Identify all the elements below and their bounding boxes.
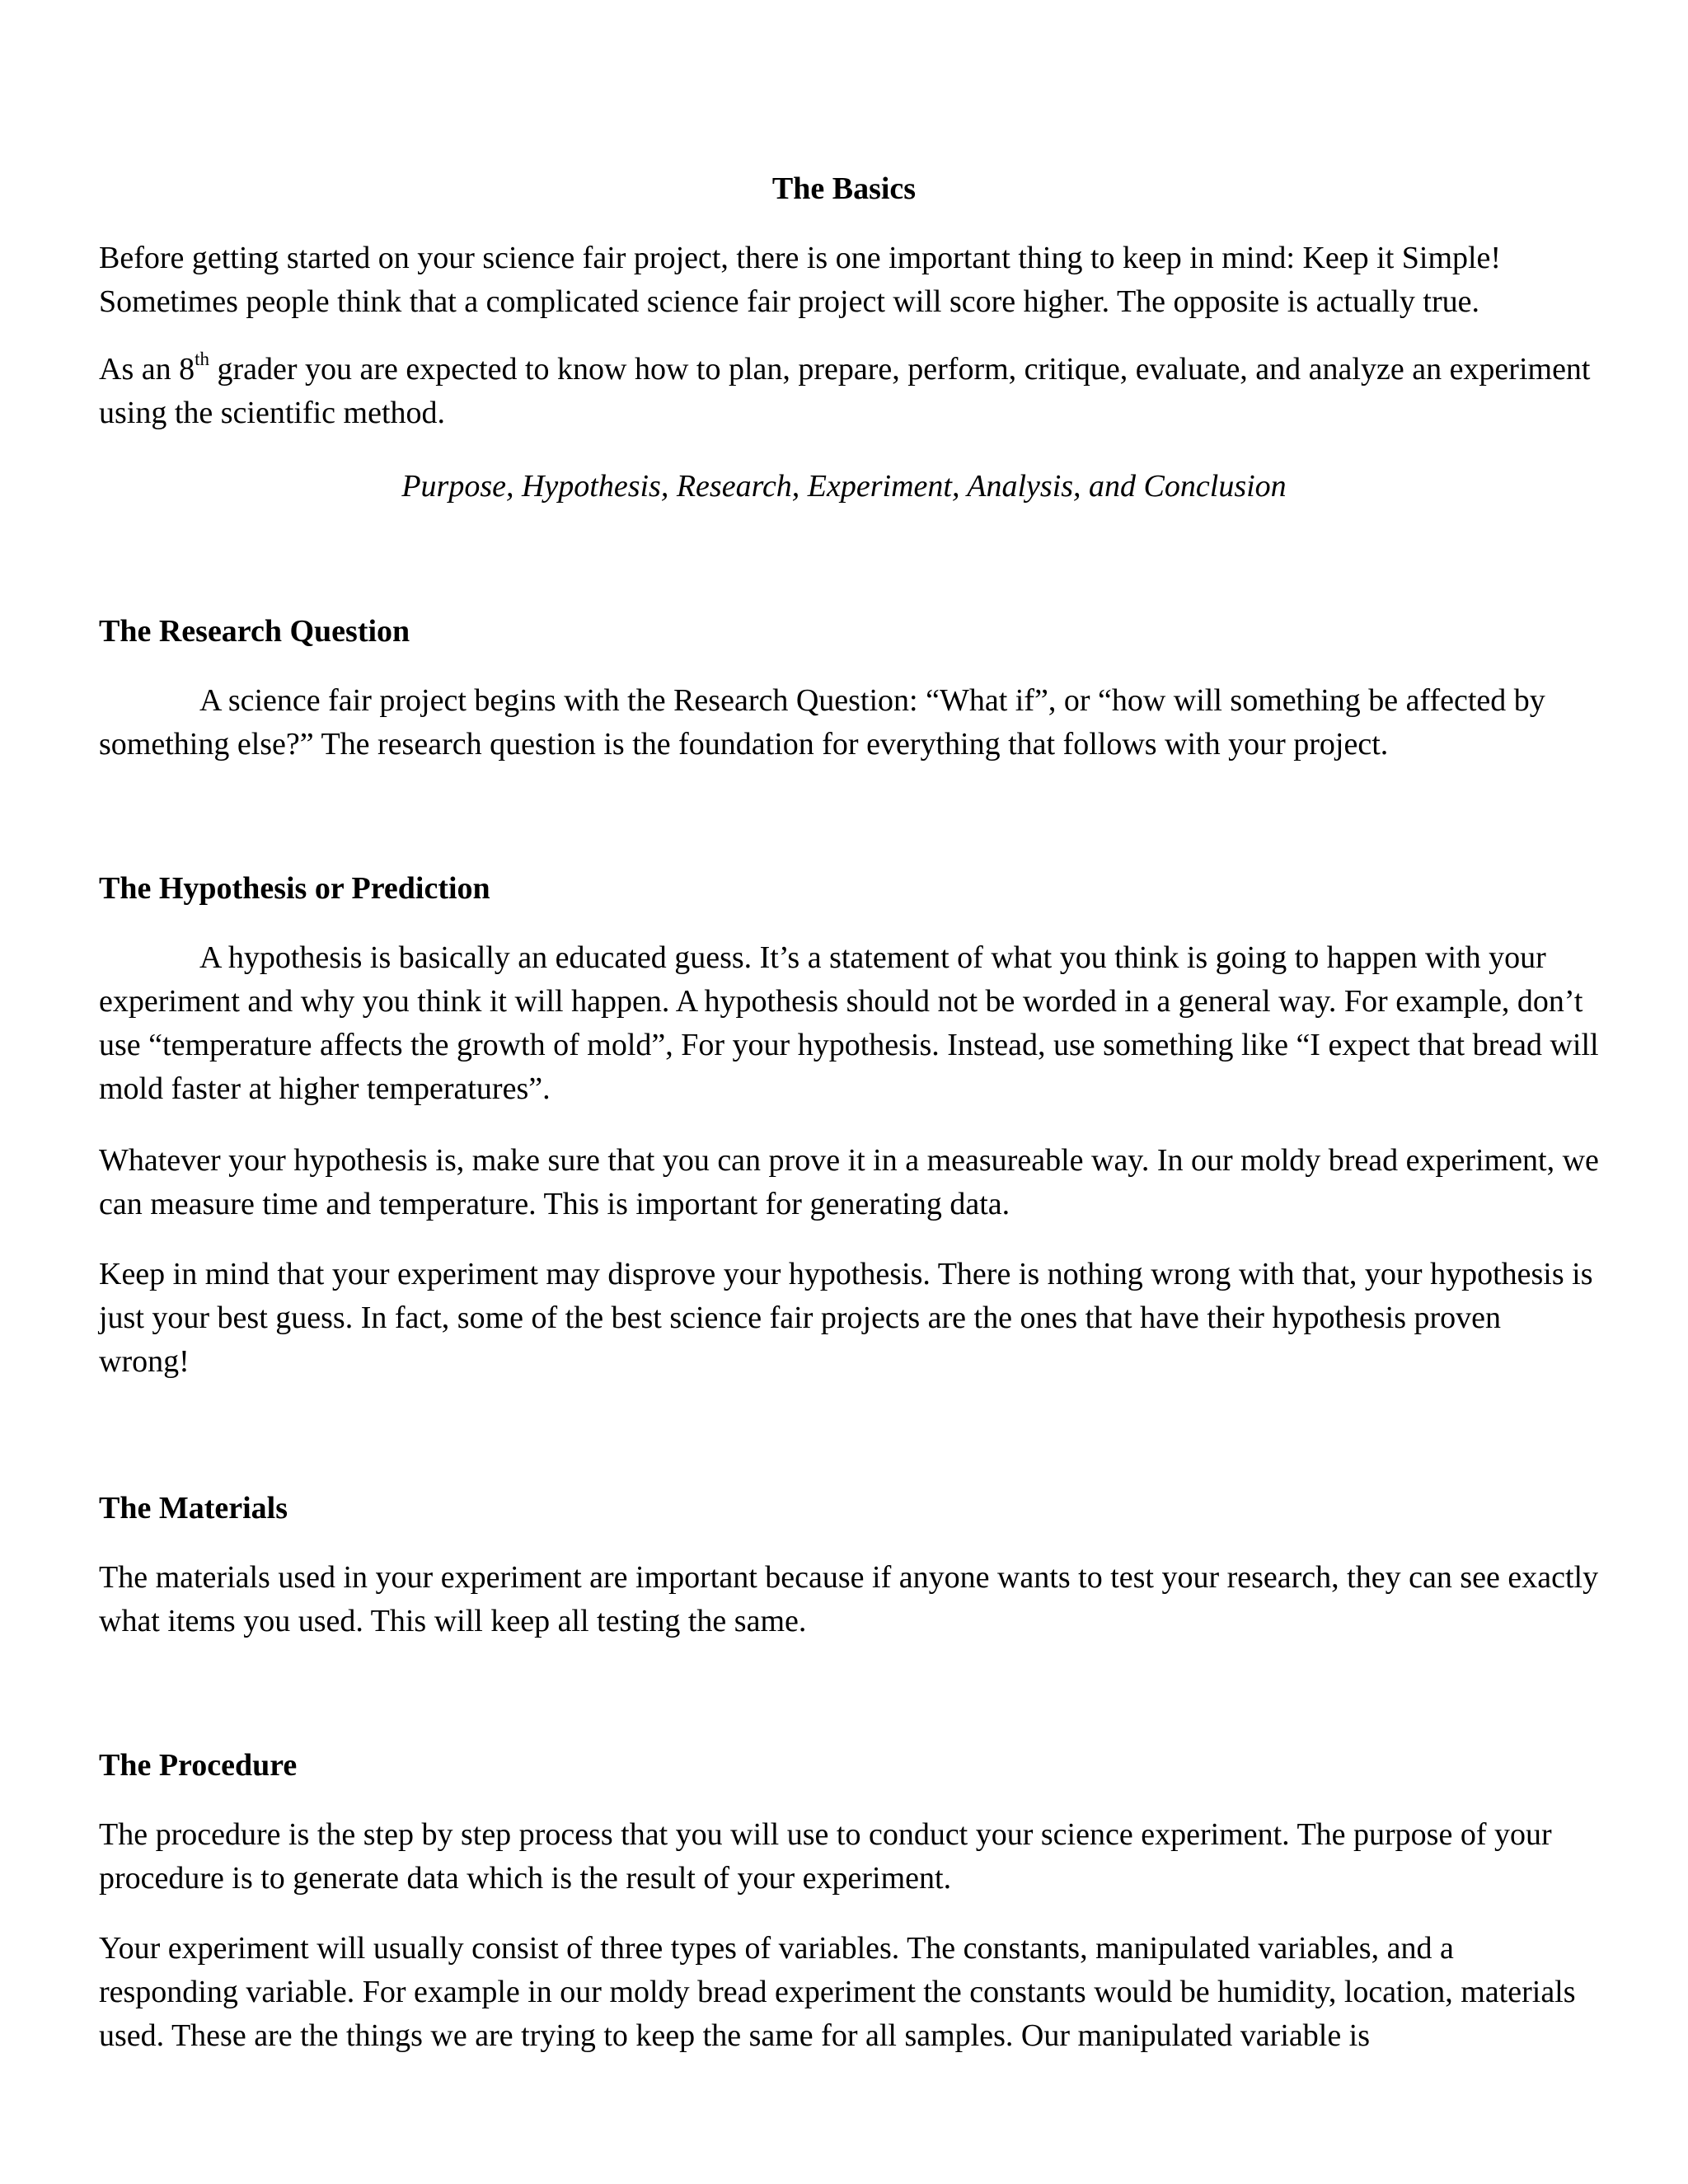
intro-paragraph-2-rest: grader you are expected to know how to plan, prepare, perform, critique, evaluate, and analyze an experiment using the scientific method. (99, 352, 1591, 430)
research-question-paragraph: A science fair project begins with the Research Question: “What if”, or “how will something be affected by something else?” The research question is the foundation for everything that follows with your project. (99, 683, 1545, 762)
intro-paragraph-2 (99, 348, 1599, 435)
hypothesis-paragraph-3: Keep in mind that your experiment may disprove your hypothesis. There is nothing wrong with that, your hypothesis is just your best guess. In fact, some of the best science fair projects are the ones that have their hypothesis proven wrong! (99, 1257, 1593, 1379)
hypothesis-paragraph-2: Whatever your hypothesis is, make sure that you can prove it in a measureable way. In our moldy bread experiment, we can measure time and temperature. This is important for generating data. (99, 1143, 1599, 1221)
procedure-paragraph-1: The procedure is the step by step process that you will use to conduct your science experiment. The purpose of your procedure is to generate data which is the result of your experiment. (99, 1817, 1552, 1896)
hypothesis-paragraph-1: A hypothesis is basically an educated guess. It’s a statement of what you think is going to happen with your experiment and why you think it will happen. A hypothesis should not be worded in a general way. For example, don’t use “temperature affects the growth of mold”, For your hypothesis. Instead, use something like “I expect that bread will mold faster at higher temperatures”. (99, 940, 1599, 1106)
intro-paragraph-2-start: As an 8 (99, 352, 195, 387)
grade-superscript: th (195, 349, 209, 370)
intro-paragraph-1: Before getting started on your science fair project, there is one important thing to keep in mind: Keep it Simple! Sometimes people think that a complicated science fair project will score higher. The opposite is actually true. (99, 241, 1502, 319)
procedure-paragraph-2: Your experiment will usually consist of three types of variables. The constants, manipulated variables, and a responding variable. For example in our moldy bread experiment the constants would be humidity, location, materials used. These are the things we are trying to keep the same for all samples. Our manipulated variable is (99, 1931, 1576, 2053)
page-title: The Basics (771, 171, 917, 206)
materials-paragraph: The materials used in your experiment are important because if anyone wants to test your research, they can see exactly what items you used. This will keep all testing the same. (99, 1560, 1599, 1638)
scientific-method-steps: Purpose, Hypothesis, Research, Experiment, Analysis, and Conclusion (401, 469, 1287, 504)
procedure-heading: The Procedure (99, 1748, 298, 1783)
hypothesis-heading: The Hypothesis or Prediction (99, 871, 490, 906)
materials-heading: The Materials (99, 1491, 288, 1526)
research-question-heading: The Research Question (99, 614, 410, 649)
